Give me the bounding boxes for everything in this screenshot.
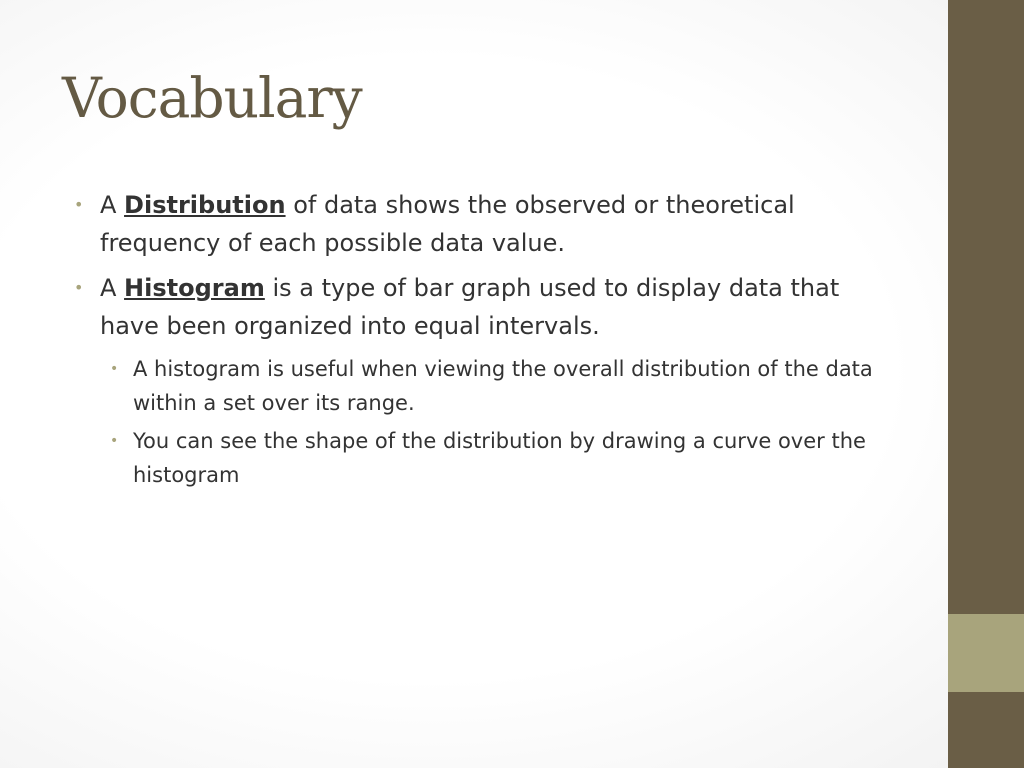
sub-bullet-histogram-shape	[0, 424, 893, 492]
decorative-side-band	[948, 0, 1024, 768]
sub-bullet-text: You can see the shape of the distribution by drawing a curve over the histogram	[133, 429, 866, 487]
bullet-distribution	[0, 186, 890, 262]
band-light-accent	[948, 614, 1024, 692]
bullet-prefix: A	[100, 191, 125, 219]
term-histogram: Histogram	[124, 274, 265, 302]
band-dark-bottom	[948, 692, 1024, 768]
sub-bullet-text: A histogram is useful when viewing the overall distribution of the data within a set over its range.	[133, 357, 873, 415]
bullet-text: of data shows the observed or theoretical frequency of each possible data value.	[100, 191, 795, 257]
bullet-dot: •	[74, 195, 84, 214]
bullet-text: is a type of bar graph used to display data that have been organized into equal intervals.	[100, 274, 840, 340]
bullet-prefix: A	[100, 274, 125, 302]
bullet-histogram	[0, 269, 890, 345]
bullet-dot: •	[74, 278, 84, 297]
sub-bullet-dot: •	[110, 361, 119, 377]
term-distribution: Distribution	[124, 191, 286, 219]
slide-content	[0, 186, 948, 496]
band-dark-top	[948, 0, 1024, 614]
slide-title: Vocabulary	[62, 66, 362, 130]
sub-bullet-dot: •	[110, 433, 119, 449]
sub-bullet-histogram-useful	[0, 352, 893, 420]
